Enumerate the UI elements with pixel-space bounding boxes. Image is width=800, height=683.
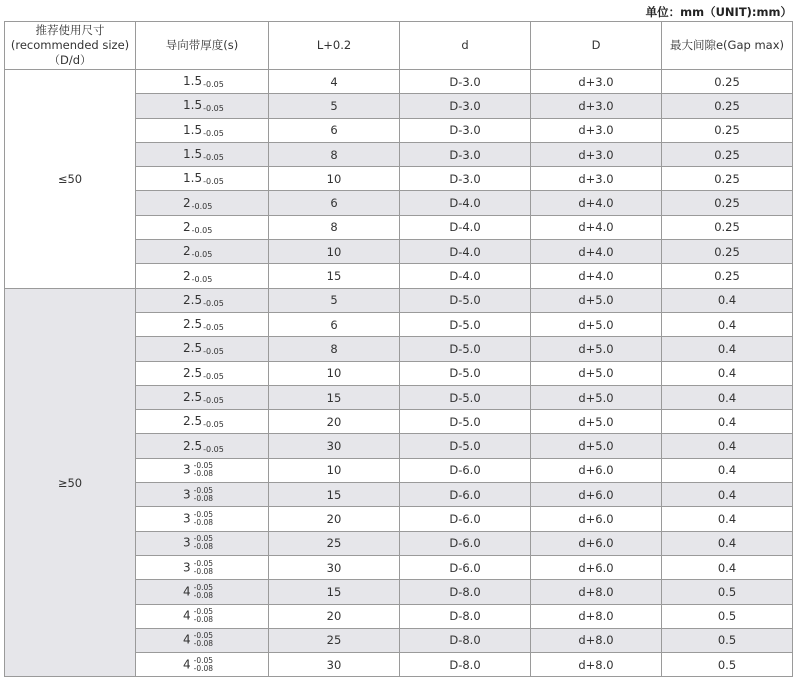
l-cell: 5	[269, 94, 400, 118]
l-cell: 10	[269, 361, 400, 385]
header-size-line-3: （D/d）	[48, 53, 92, 67]
d-cell: D-6.0	[400, 555, 531, 579]
tolerance-upper: -0.05	[193, 607, 214, 617]
thickness-base: 2.5	[183, 390, 203, 404]
thickness-tolerance: -0.05	[203, 128, 224, 138]
thickness-tolerance	[194, 608, 213, 624]
l-cell: 30	[269, 653, 400, 677]
thickness-base: 2.5	[183, 341, 203, 356]
thickness-tolerance: -0.05	[191, 250, 213, 260]
gap-cell: 0.4	[662, 483, 793, 507]
d-cell: D-4.0	[400, 240, 531, 264]
thickness-tolerance	[194, 584, 213, 600]
D-cell: d+3.0	[531, 142, 662, 166]
table-body	[5, 70, 793, 677]
l-cell: 15	[269, 580, 400, 604]
thickness-base: 1.5	[183, 74, 203, 89]
D-cell: d+5.0	[531, 361, 662, 385]
gap-cell: 0.4	[662, 337, 793, 361]
d-cell: D-3.0	[400, 167, 531, 191]
D-cell: d+3.0	[531, 70, 662, 94]
d-cell: D-5.0	[400, 410, 531, 434]
gap-cell: 0.25	[662, 142, 793, 166]
D-cell: d+3.0	[531, 167, 662, 191]
D-cell: d+6.0	[531, 458, 662, 482]
thickness-tolerance: -0.05	[203, 323, 224, 333]
d-cell: D-6.0	[400, 483, 531, 507]
thickness-cell	[136, 580, 269, 604]
D-cell: d+5.0	[531, 385, 662, 409]
thickness-tolerance	[194, 487, 213, 503]
thickness-base: 2	[183, 244, 191, 259]
l-cell: 25	[269, 628, 400, 652]
thickness-base: 2	[183, 195, 191, 210]
thickness-cell	[136, 312, 269, 336]
gap-cell: 0.4	[662, 288, 793, 312]
thickness-tolerance	[194, 560, 213, 576]
d-cell: D-8.0	[400, 604, 531, 628]
d-cell: D-6.0	[400, 531, 531, 555]
thickness-cell	[136, 410, 269, 434]
gap-cell: 0.5	[662, 580, 793, 604]
l-cell: 10	[269, 240, 400, 264]
thickness-cell	[136, 653, 269, 677]
thickness-cell	[136, 191, 269, 215]
thickness-cell	[136, 458, 269, 482]
l-cell: 5	[269, 288, 400, 312]
D-cell: d+4.0	[531, 264, 662, 288]
d-cell: D-4.0	[400, 215, 531, 239]
D-cell: d+4.0	[531, 240, 662, 264]
tolerance-lower: -0.08	[193, 615, 214, 625]
gap-cell: 0.4	[662, 531, 793, 555]
D-cell: d+6.0	[531, 531, 662, 555]
header-size-line-1: 推荐使用尺寸	[35, 23, 105, 37]
thickness-base: 2.5	[183, 292, 203, 307]
thickness-base: 1.5	[183, 122, 203, 137]
l-cell: 6	[269, 191, 400, 215]
gap-cell: 0.25	[662, 118, 793, 142]
thickness-tolerance: -0.05	[191, 201, 213, 211]
thickness-tolerance: -0.05	[203, 298, 224, 308]
l-cell: 4	[269, 70, 400, 94]
gap-cell: 0.25	[662, 94, 793, 118]
d-cell: D-8.0	[400, 628, 531, 652]
header-D: D	[531, 22, 662, 70]
header-l: L+0.2	[269, 22, 400, 70]
gap-cell: 0.25	[662, 167, 793, 191]
thickness-tolerance: -0.05	[203, 444, 224, 454]
thickness-tolerance: -0.05	[203, 347, 224, 357]
thickness-tolerance: -0.05	[203, 153, 224, 163]
D-cell: d+4.0	[531, 191, 662, 215]
thickness-tolerance	[194, 535, 213, 551]
D-cell: d+5.0	[531, 288, 662, 312]
thickness-tolerance	[194, 511, 213, 527]
l-cell: 20	[269, 604, 400, 628]
l-cell: 6	[269, 312, 400, 336]
thickness-cell	[136, 604, 269, 628]
gap-cell: 0.4	[662, 385, 793, 409]
thickness-cell	[136, 337, 269, 361]
l-cell: 8	[269, 142, 400, 166]
d-cell: D-3.0	[400, 94, 531, 118]
thickness-cell	[136, 167, 269, 191]
d-cell: D-5.0	[400, 312, 531, 336]
D-cell: d+5.0	[531, 312, 662, 336]
thickness-base: 3	[183, 560, 191, 575]
thickness-base: 1.5	[183, 171, 203, 186]
thickness-base: 1.5	[183, 147, 203, 162]
thickness-base: 3	[183, 462, 191, 477]
tolerance-lower: -0.08	[193, 566, 214, 576]
gap-cell: 0.4	[662, 555, 793, 579]
gap-cell: 0.4	[662, 458, 793, 482]
thickness-cell	[136, 628, 269, 652]
thickness-cell	[136, 215, 269, 239]
thickness-base: 1.5	[183, 98, 203, 113]
tolerance-upper: -0.05	[193, 461, 214, 471]
D-cell: d+6.0	[531, 555, 662, 579]
l-cell: 25	[269, 531, 400, 555]
thickness-tolerance: -0.05	[203, 104, 224, 114]
d-cell: D-6.0	[400, 507, 531, 531]
thickness-cell	[136, 142, 269, 166]
thickness-base: 3	[183, 535, 191, 550]
tolerance-upper: -0.05	[193, 582, 214, 592]
l-cell: 10	[269, 458, 400, 482]
l-cell: 20	[269, 507, 400, 531]
thickness-base: 2	[183, 268, 191, 283]
thickness-base: 4	[183, 608, 191, 623]
tolerance-lower: -0.08	[193, 517, 214, 527]
d-cell: D-3.0	[400, 142, 531, 166]
thickness-base: 3	[183, 511, 191, 526]
d-cell: D-4.0	[400, 191, 531, 215]
d-cell: D-8.0	[400, 653, 531, 677]
thickness-base: 2.5	[183, 414, 203, 429]
size-group-cell: ≥50	[5, 288, 136, 677]
table-row	[5, 70, 793, 94]
tolerance-upper: -0.05	[193, 509, 214, 519]
D-cell: d+8.0	[531, 604, 662, 628]
d-cell: D-3.0	[400, 118, 531, 142]
spec-table	[4, 21, 793, 677]
tolerance-upper: -0.05	[193, 631, 214, 641]
tolerance-lower: -0.08	[193, 469, 214, 479]
D-cell: d+6.0	[531, 483, 662, 507]
D-cell: d+6.0	[531, 507, 662, 531]
gap-cell: 0.5	[662, 604, 793, 628]
thickness-cell	[136, 507, 269, 531]
thickness-base: 3	[183, 487, 191, 502]
tolerance-lower: -0.08	[193, 493, 214, 503]
header-row	[5, 22, 793, 70]
gap-cell: 0.4	[662, 361, 793, 385]
thickness-base: 4	[183, 584, 191, 599]
tolerance-lower: -0.08	[193, 542, 214, 552]
thickness-cell	[136, 70, 269, 94]
D-cell: d+5.0	[531, 337, 662, 361]
tolerance-upper: -0.05	[193, 534, 214, 544]
l-cell: 20	[269, 410, 400, 434]
header-d: d	[400, 22, 531, 70]
l-cell: 15	[269, 385, 400, 409]
header-size	[5, 22, 136, 70]
thickness-cell	[136, 434, 269, 458]
D-cell: d+3.0	[531, 118, 662, 142]
l-cell: 15	[269, 483, 400, 507]
gap-cell: 0.4	[662, 410, 793, 434]
thickness-base: 2	[183, 219, 191, 234]
gap-cell: 0.5	[662, 653, 793, 677]
tolerance-lower: -0.08	[193, 639, 214, 649]
thickness-base: 4	[183, 657, 191, 672]
d-cell: D-6.0	[400, 458, 531, 482]
thickness-cell	[136, 94, 269, 118]
tolerance-lower: -0.08	[193, 590, 214, 600]
thickness-cell	[136, 288, 269, 312]
thickness-tolerance: -0.05	[191, 274, 213, 284]
thickness-tolerance: -0.05	[203, 396, 224, 405]
l-cell: 8	[269, 337, 400, 361]
thickness-tolerance: -0.05	[203, 420, 224, 430]
gap-cell: 0.5	[662, 628, 793, 652]
unit-note: 单位：mm（UNIT):mm）	[645, 5, 792, 19]
l-cell: 6	[269, 118, 400, 142]
d-cell: D-8.0	[400, 580, 531, 604]
header-size-line-2: (recommended size)	[10, 38, 130, 52]
d-cell: D-5.0	[400, 385, 531, 409]
thickness-tolerance: -0.05	[191, 225, 213, 235]
D-cell: d+4.0	[531, 215, 662, 239]
header-thickness: 导向带厚度(s)	[136, 22, 269, 70]
thickness-base: 2.5	[183, 438, 203, 453]
tolerance-upper: -0.05	[193, 558, 214, 568]
D-cell: d+3.0	[531, 94, 662, 118]
D-cell: d+8.0	[531, 580, 662, 604]
gap-cell: 0.25	[662, 264, 793, 288]
l-cell: 30	[269, 555, 400, 579]
thickness-tolerance	[194, 657, 213, 673]
size-group-cell: ≤50	[5, 70, 136, 289]
thickness-cell	[136, 118, 269, 142]
thickness-cell	[136, 361, 269, 385]
d-cell: D-4.0	[400, 264, 531, 288]
gap-cell: 0.4	[662, 507, 793, 531]
thickness-tolerance: -0.05	[203, 177, 224, 187]
D-cell: d+8.0	[531, 628, 662, 652]
thickness-cell	[136, 531, 269, 555]
thickness-tolerance: -0.05	[203, 371, 224, 381]
thickness-base: 4	[183, 632, 191, 647]
D-cell: d+5.0	[531, 434, 662, 458]
thickness-cell	[136, 483, 269, 507]
gap-cell: 0.25	[662, 191, 793, 215]
D-cell: d+8.0	[531, 653, 662, 677]
gap-cell: 0.25	[662, 215, 793, 239]
thickness-cell	[136, 555, 269, 579]
thickness-tolerance: -0.05	[203, 80, 224, 90]
l-cell: 30	[269, 434, 400, 458]
l-cell: 10	[269, 167, 400, 191]
header-gap: 最大间隙e(Gap max)	[662, 22, 793, 70]
tolerance-upper: -0.05	[193, 485, 214, 495]
table-row	[5, 288, 793, 312]
gap-cell: 0.4	[662, 312, 793, 336]
d-cell: D-5.0	[400, 434, 531, 458]
d-cell: D-5.0	[400, 288, 531, 312]
thickness-base: 2.5	[183, 317, 203, 332]
thickness-cell	[136, 240, 269, 264]
gap-cell: 0.4	[662, 434, 793, 458]
gap-cell: 0.25	[662, 70, 793, 94]
d-cell: D-5.0	[400, 361, 531, 385]
l-cell: 8	[269, 215, 400, 239]
thickness-tolerance	[194, 632, 213, 648]
thickness-base: 2.5	[183, 365, 203, 380]
D-cell: d+5.0	[531, 410, 662, 434]
gap-cell: 0.25	[662, 240, 793, 264]
thickness-tolerance	[194, 462, 213, 478]
tolerance-upper: -0.05	[193, 655, 214, 665]
thickness-cell	[136, 264, 269, 288]
tolerance-lower: -0.08	[193, 663, 214, 673]
d-cell: D-3.0	[400, 70, 531, 94]
d-cell: D-5.0	[400, 337, 531, 361]
l-cell: 15	[269, 264, 400, 288]
thickness-cell	[136, 385, 269, 409]
